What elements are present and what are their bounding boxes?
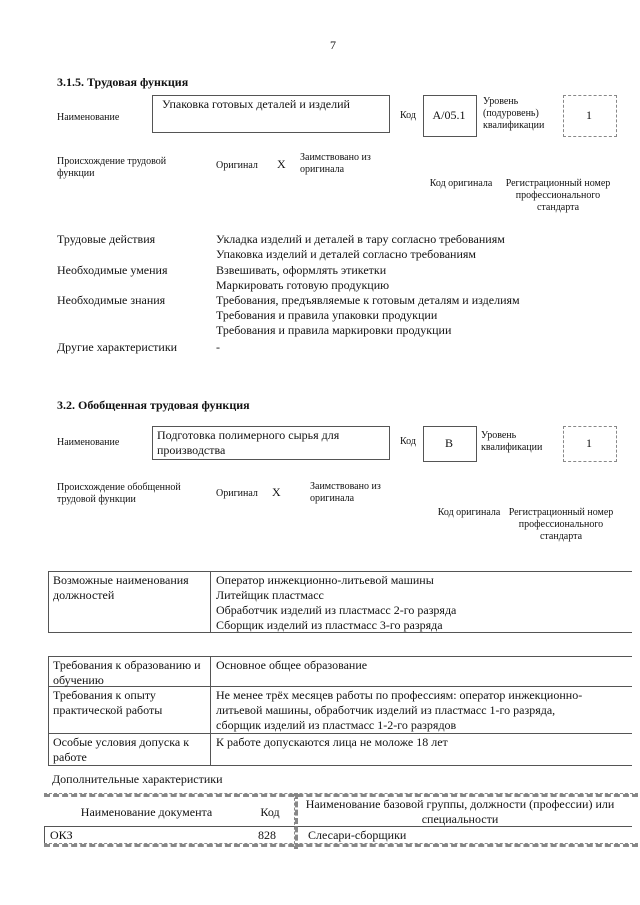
skill-item: Маркировать готовую продукцию [216,278,390,292]
labor-action-item: Укладка изделий и деталей в тару согласно требованиям [216,232,505,246]
code-original-label: Код оригинала [437,507,501,518]
req-table-top [48,656,632,657]
knowledge-item: Требования и правила упаковки продукции [216,308,438,322]
other-characteristics-value: - [216,340,220,354]
reg-number-label: Регистрационный номер профессионального стандарта [505,178,611,213]
special-conditions-value: К работе допускаются лица не моложе 18 лет [216,735,448,749]
extra-header-doc: Наименование документа [80,805,213,819]
req-row-divider [48,733,632,734]
original-mark: X [277,157,286,171]
name-label: Наименование [57,112,120,123]
reg-number-label: Регистрационный номер профессионального стандарта [508,507,614,542]
origin-label: Происхождение обобщенной трудовой функции [57,482,181,505]
skill-item: Взвешивать, оформлять этикетки [216,263,387,277]
position-item: Литейщик пластмасс [216,588,324,602]
code-original-label: Код оригинала [429,178,493,189]
labor-actions-label: Трудовые действия [57,232,156,246]
level-label: Уровень квалификации [481,430,543,453]
level-value: 1 [586,108,592,122]
level-label: Уровень (подуровень) квалификации [483,96,545,131]
extra-row-group: Слесари-сборщики [308,828,407,842]
code-value: A/05.1 [432,108,466,122]
table-left-border [48,571,49,632]
section-title-3-1-5: 3.1.5. Трудовая функция [57,75,189,89]
table-top-border [48,571,632,572]
origin-label: Происхождение трудовой функции [57,156,167,179]
education-label: Требования к образованию и обучению [53,658,201,687]
table-col-divider [210,571,211,632]
position-item: Обработчик изделий из пластмасс 2-го разряда [216,603,457,617]
extra-table-col-divider [294,793,298,849]
position-item: Сборщик изделий из пластмасс 3-го разряда [216,618,443,632]
original-mark: X [272,485,281,499]
req-table-bottom [48,765,632,766]
skills-label: Необходимые умения [57,263,168,277]
section-title-3-2: 3.2. Обобщенная трудовая функция [57,398,250,412]
extra-header-group: Наименование базовой группы, должности (профессии) или специальности [305,797,615,826]
knowledge-label: Необходимые знания [57,293,166,307]
original-label: Оригинал [216,488,258,499]
req-table-col-divider [210,656,211,765]
code-label: Код [400,110,416,121]
page-number: 7 [330,38,336,52]
positions-label: Возможные наименования должностей [53,573,189,602]
experience-label: Требования к опыту практической работы [53,688,163,717]
code-value: B [444,436,453,450]
labor-action-item: Упаковка изделий и деталей согласно требованиям [216,247,476,261]
extra-row-code: 828 [258,828,276,842]
original-label: Оригинал [216,160,258,171]
req-table-left [48,656,49,765]
knowledge-item: Требования, предъявляемые к готовым деталям и изделиям [216,293,520,307]
position-item: Оператор инжекционно-литьевой машины [216,573,434,587]
extra-header-code: Код [260,805,280,819]
other-characteristics-label: Другие характеристики [57,340,178,354]
borrowed-label: Заимствовано из оригинала [300,152,371,175]
extra-table-bottom [44,843,638,847]
name-value: Подготовка полимерного сырья для производства [157,428,340,457]
knowledge-item: Требования и правила маркировки продукции [216,323,452,337]
extra-row-doc: ОКЗ [50,828,73,842]
name-label: Наименование [57,437,120,448]
extra-characteristics-title: Дополнительные характеристики [52,772,223,786]
special-conditions-label: Особые условия допуска к работе [53,735,190,764]
extra-table-left [44,826,45,843]
experience-value: Не менее трёх месяцев работы по профессиям: оператор инжекционно-литьевой машины, обработчик изделий из пластмасс 1-го разряда, сборщик изделий из пластмасс 1-2-го разрядов [216,688,583,732]
level-value: 1 [586,436,592,450]
education-value: Основное общее образование [216,658,368,672]
name-value: Упаковка готовых деталей и изделий [162,97,350,111]
borrowed-label: Заимствовано из оригинала [310,481,381,504]
code-label: Код [400,436,416,447]
